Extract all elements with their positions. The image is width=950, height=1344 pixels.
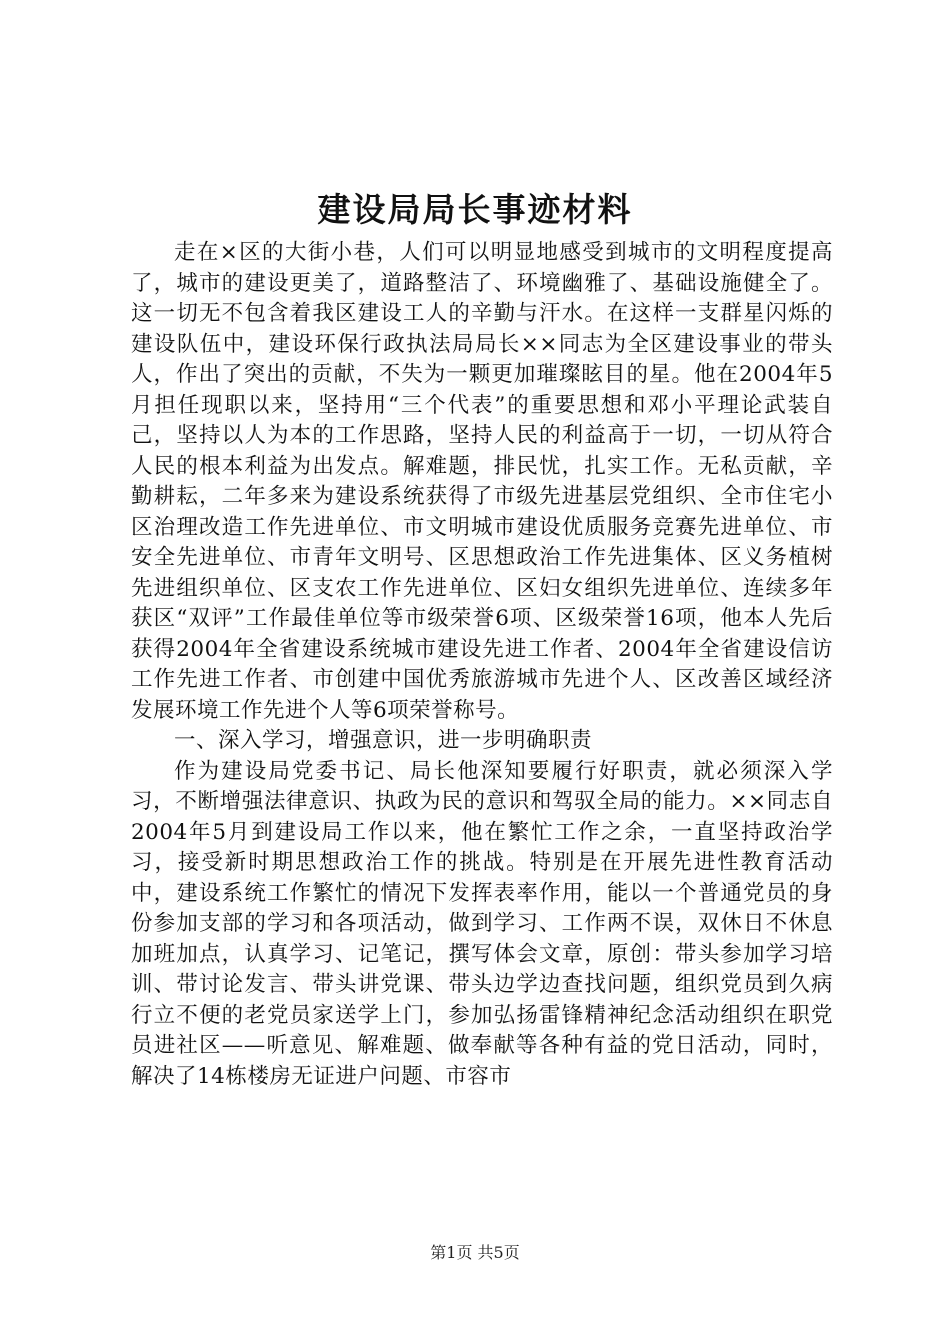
paragraph-intro: 走在×区的大街小巷，人们可以明显地感受到城市的文明程度提高了，城市的建设更美了，道路整洁了、环境幽雅了、基础设施健全了。这一切无不包含着我区建设工人的辛勤与汗水。在这样一支群星闪烁的建设队伍中，建设环保行政执法局局长××同志为全区建设事业的带头人，作出了突出的贡献，不失为一颗更加璀璨眩目的星。他在2004年5月担任现职以来，坚持用“三个代表”的重要思想和邓小平理论武装自己，坚持以人为本的工作思路，坚持人民的利益高于一切，一切从符合人民的根本利益为出发点。解难题，排民忧，扎实工作。无私贡献，辛勤耕耘，二年多来为建设系统获得了市级先进基层党组织、全市住宅小区治理改造工作先进单位、市文明城市建设优质服务竞赛先进单位、市安全先进单位、市青年文明号、区思想政治工作先进集体、区义务植树先进组织单位、区支农工作先进单位、区妇女组织先进单位、连续多年获区“双评”工作最佳单位等市级荣誉6项、区级荣誉16项，他本人先后获得2004年全省建设系统城市建设先进工作者、2004年全省建设信访工作先进工作者、市创建中国优秀旅游城市先进个人、区改善区域经济发展环境工作先进个人等6项荣誉称号。: [131, 240, 833, 723]
document-title: 建设局局长事迹材料: [317, 190, 633, 229]
section-heading: 一、深入学习，增强意识，进一步明确职责: [174, 728, 593, 753]
page-footer: 第1页 共5页: [430, 1243, 520, 1262]
paragraph-section-one: 作为建设局党委书记、局长他深知要履行好职责，就必须深入学习，不断增强法律意识、执政为民的意识和驾驭全局的能力。××同志自2004年5月到建设局工作以来，他在繁忙工作之余，一直坚持政治学习，接受新时期思想政治工作的挑战。特别是在开展先进性教育活动中，建设系统工作繁忙的情况下发挥表率作用，能以一个普通党员的身份参加支部的学习和各项活动，做到学习、工作两不误，双休日不休息加班加点，认真学习、记笔记，撰写体会文章，原创：带头参加学习培训、带讨论发言、带头讲党课、带头边学边查找问题，组织党员到久病行立不便的老党员家送学上门，参加弘扬雷锋精神纪念活动组织在职党员进社区——听意见、解难题、做奉献等各种有益的党日活动，同时，解决了14栋楼房无证进户问题、市容市: [131, 758, 833, 1089]
document-body: [131, 238, 833, 1092]
